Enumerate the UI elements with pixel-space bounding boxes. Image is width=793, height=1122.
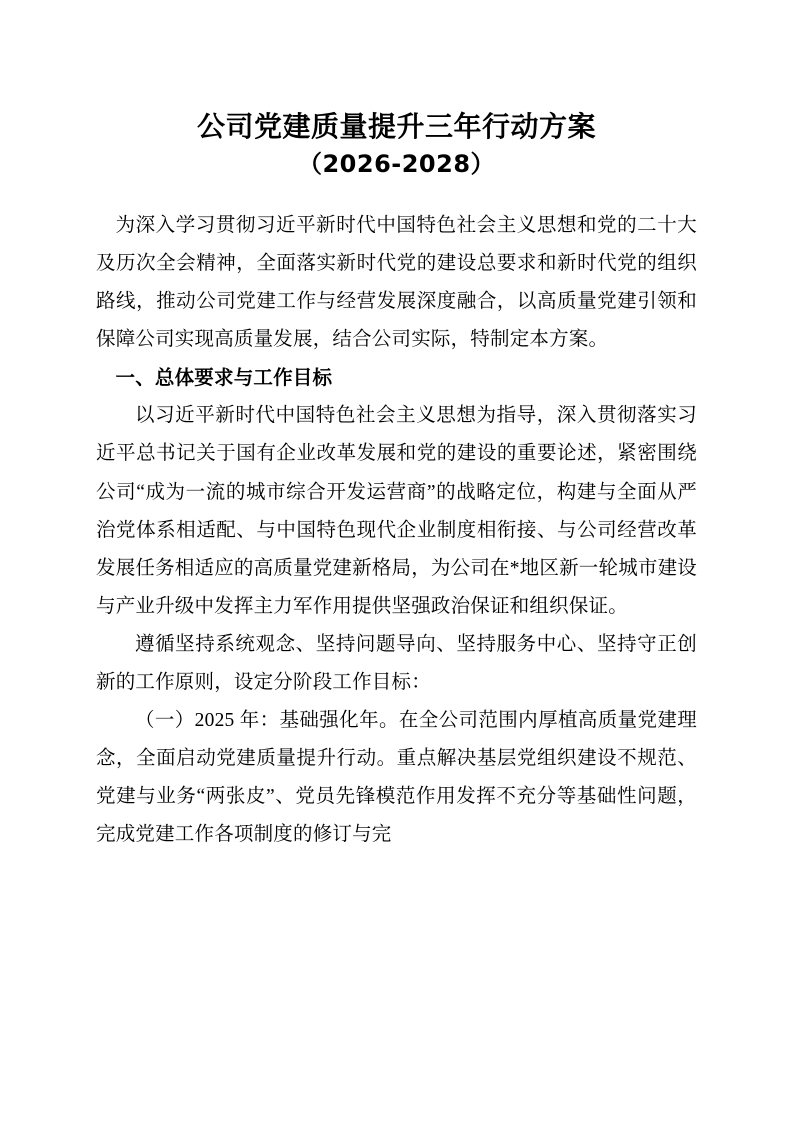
paragraph-section1-1: 以习近平新时代中国特色社会主义思想为指导，深入贯彻落实习近平总书记关于国有企业改革发展和党的建设的重要论述，紧密围绕公司“成为一流的城市综合开发运营商”的战略定位，构建与全面从严治党体系相适配、与中国特色现代企业制度相衔接、与公司经营改革发展任务相适应的高质量党建新格局，为公司在*地区新一轮城市建设与产业升级中发挥主力军作用提供坚强政治保证和组织保证。 <box>96 405 697 617</box>
paragraph-section1-2: 遵循坚持系统观念、坚持问题导向、坚持服务中心、坚持守正创新的工作原则，设定分阶段工作目标： <box>96 633 697 693</box>
section-heading-1: 一、总体要求与工作目标 <box>115 366 333 390</box>
document-subtitle: （2026-2028） <box>297 149 496 178</box>
paragraph-section1-3: （一）2025 年：基础强化年。在全公司范围内厚植高质量党建理念，全面启动党建质量提升行动。重点解决基层党组织建设不规范、党建与业务“两张皮”、党员先锋模范作用发挥不充分等基础性问题，完成党建工作各项制度的修订与完 <box>96 709 697 845</box>
paragraph-preamble: 为深入学习贯彻习近平新时代中国特色社会主义思想和党的二十大及历次全会精神，全面落实新时代党的建设总要求和新时代党的组织路线，推动公司党建工作与经营发展深度融合，以高质量党建引领和保障公司实现高质量发展，结合公司实际，特制定本方案。 <box>96 215 697 351</box>
document-title: 公司党建质量提升三年行动方案 <box>196 110 596 143</box>
